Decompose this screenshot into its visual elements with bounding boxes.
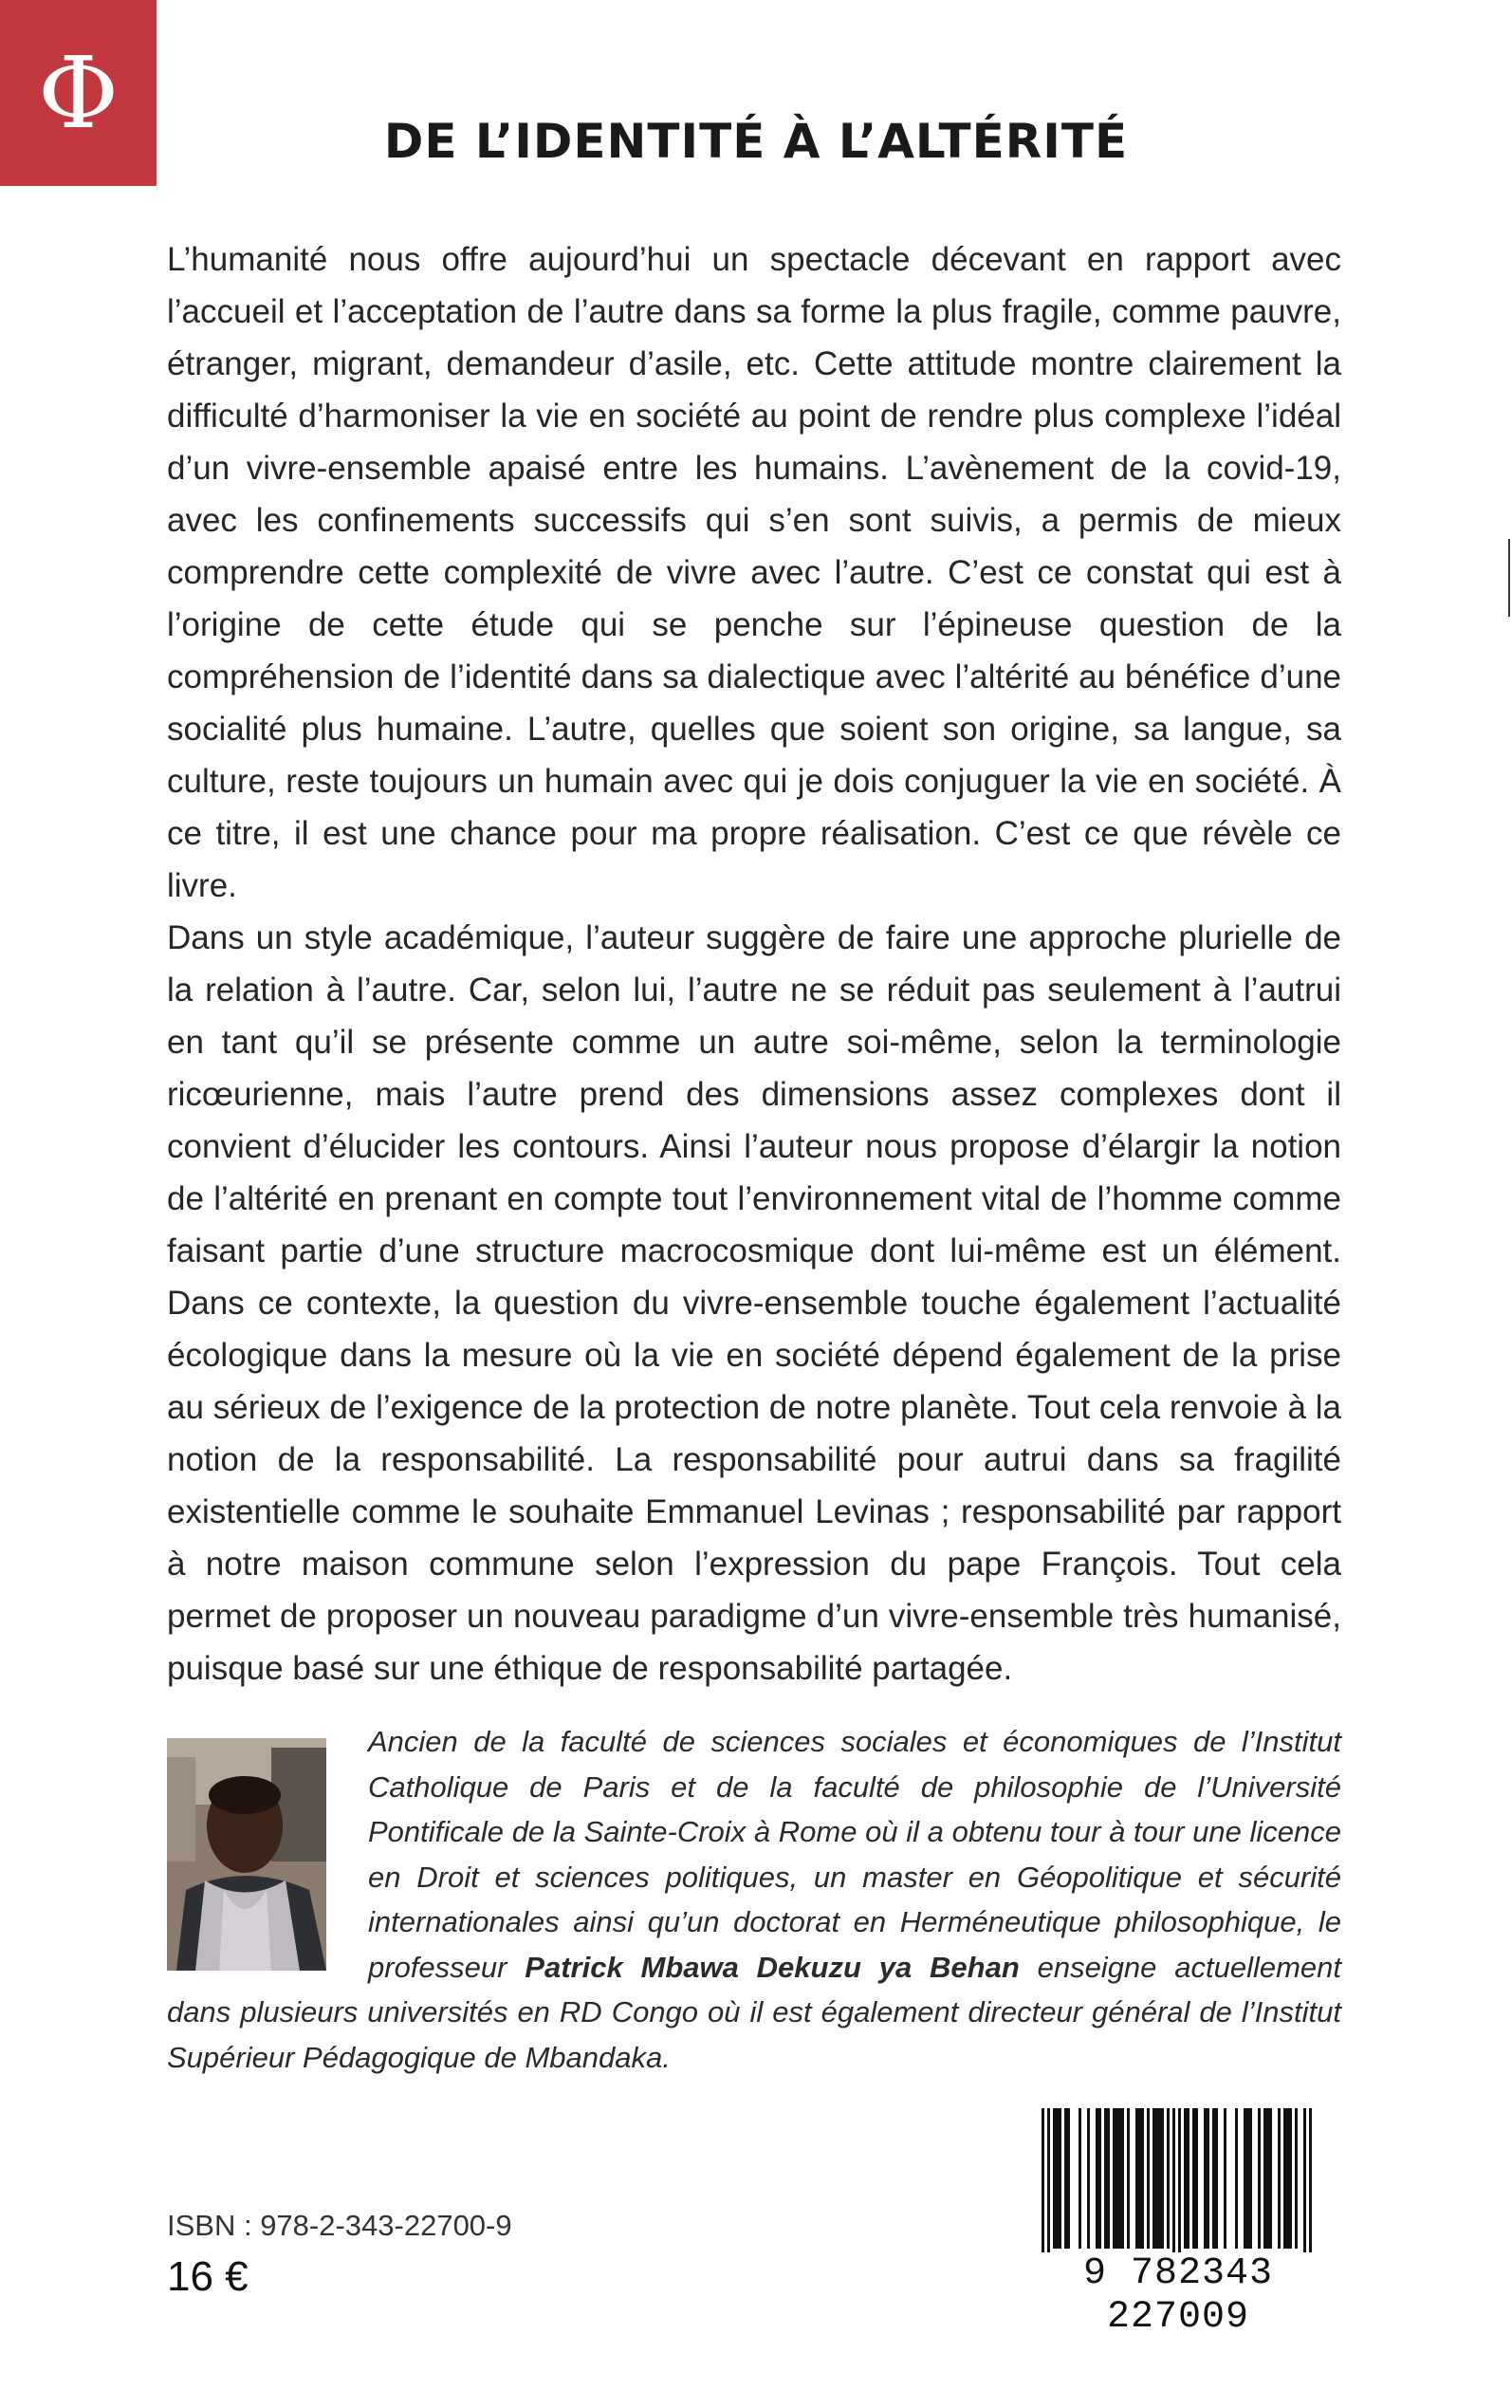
barcode-bar xyxy=(1178,2108,1181,2260)
barcode-bar xyxy=(1087,2108,1090,2249)
isbn-label: ISBN : 978-2-343-22700-9 xyxy=(167,2209,512,2242)
barcode-bar xyxy=(1244,2108,1246,2249)
barcode-bar xyxy=(1053,2108,1056,2249)
edge-mark xyxy=(1508,539,1510,617)
barcode-bar xyxy=(1278,2108,1281,2249)
barcode-bar xyxy=(1195,2108,1198,2249)
blurb-paragraph: Dans un style académique, l’auteur suggère de faire une approche plurielle de la relation à l’autre. Car, selon lui, l’autre ne se réduit pas seulement à l’autrui en tant qu’il se présente comme un autre soi-même, selon la terminologie ricœurienne, mais l’autre prend des dimensions assez complexes dont il convient d’élucider les contours. Ainsi l’auteur nous propose d’élargir la notion de l’altérité en prenant en compte tout l’environnement vital de l’homme comme faisant partie d’une structure macrocosmique dont lui-même est un élément. Dans ce contexte, la question du vivre-ensemble touche également l’actualité écologique dans la mesure où la vie en société dépend également de la prise au sérieux de l’exigence de la protection de notre planète. Tout cela renvoie à la notion de la responsabilité. La responsabilité pour autrui dans sa fragilité existentielle comme le souhaite Emmanuel Levinas ; responsabilité par rapport à notre maison commune selon l’expression du pape François. Tout cela permet de proposer un nouveau paradigme d’un vivre-ensemble très humanisé, puisque basé sur une éthique de responsabilité partagée. xyxy=(167,919,1341,1687)
author-photo xyxy=(167,1738,326,1971)
barcode-bar xyxy=(1047,2108,1050,2260)
barcode-bar xyxy=(1056,2108,1059,2249)
bio-text: enseigne actuellement dans plusieurs universités en RD Congo où il est également directeur général de l’Institut Supérieur Pédagogique de Mbandaka. xyxy=(167,1950,1341,2074)
barcode-bar xyxy=(1116,2108,1118,2249)
book-title: DE L’IDENTITÉ À L’ALTÉRITÉ xyxy=(383,114,1129,169)
barcode-bar xyxy=(1138,2108,1141,2249)
barcode-bar xyxy=(1059,2108,1061,2249)
phi-logo-icon: Φ xyxy=(37,35,120,151)
author-bio xyxy=(167,1719,1341,2080)
barcode-bar xyxy=(1187,2108,1189,2249)
barcode-bar xyxy=(1141,2108,1144,2249)
barcode-bar xyxy=(1295,2108,1298,2249)
barcode-bar xyxy=(1135,2108,1138,2249)
barcode xyxy=(1011,2108,1345,2339)
barcode-bar xyxy=(1266,2108,1269,2249)
barcode-bar xyxy=(1147,2108,1150,2249)
price-label: 16 € xyxy=(167,2253,249,2300)
bio-text: Ancien de la faculté de sciences sociales et économiques de l’Institut Catholique de Paris et de la faculté de philosophie de l’Université Pontificale de la Sainte-Croix à Rome où il a obtenu tour à tour une licence en Droit et sciences politiques, un master en Géopolitique et sécurité internationales ainsi qu’un doctorat en Herméneutique philosophique, le professeur xyxy=(368,1725,1341,1984)
barcode-bar xyxy=(1207,2108,1209,2249)
barcode-bar xyxy=(1309,2108,1312,2260)
barcode-bar xyxy=(1158,2108,1161,2249)
barcode-bar xyxy=(1286,2108,1289,2249)
barcode-bar xyxy=(1121,2108,1124,2249)
barcode-bar xyxy=(1215,2108,1218,2249)
barcode-bar xyxy=(1172,2108,1175,2260)
author-name: Patrick Mbawa Dekuzu ya Behan xyxy=(525,1950,1020,1984)
barcode-bar xyxy=(1127,2108,1130,2249)
barcode-bar xyxy=(1258,2108,1261,2249)
barcode-bar xyxy=(1289,2108,1292,2249)
barcode-bar xyxy=(1235,2108,1238,2249)
barcode-bar xyxy=(1246,2108,1249,2249)
barcode-bar xyxy=(1079,2108,1081,2249)
barcode-bar xyxy=(1283,2108,1286,2249)
barcode-bar xyxy=(1167,2108,1170,2249)
back-cover-blurb xyxy=(167,233,1341,1695)
barcode-bar xyxy=(1161,2108,1164,2249)
barcode-bar xyxy=(1113,2108,1116,2249)
barcode-bar xyxy=(1263,2108,1266,2249)
barcode-bar xyxy=(1098,2108,1101,2249)
barcode-bar xyxy=(1096,2108,1098,2249)
barcode-bar xyxy=(1118,2108,1121,2249)
barcode-bar xyxy=(1204,2108,1207,2249)
barcode-bar xyxy=(1107,2108,1110,2249)
barcode-bar xyxy=(1192,2108,1195,2249)
barcode-bar xyxy=(1249,2108,1252,2249)
barcode-bar xyxy=(1303,2108,1306,2260)
barcode-bar xyxy=(1155,2108,1158,2249)
barcode-bar xyxy=(1152,2108,1155,2249)
barcode-bar xyxy=(1184,2108,1187,2249)
barcode-bar xyxy=(1224,2108,1226,2249)
barcode-bar xyxy=(1269,2108,1272,2249)
barcode-bar xyxy=(1067,2108,1070,2249)
barcode-bar xyxy=(1212,2108,1215,2249)
barcode-bar xyxy=(1104,2108,1107,2249)
blurb-paragraph: L’humanité nous offre aujourd’hui un spectacle décevant en rapport avec l’accueil et l’acceptation de l’autre dans sa forme la plus fragile, comme pauvre, étranger, migrant, demandeur d’asile, etc. Cette attitude montre clairement la difficulté d’harmoniser la vie en société au point de rendre plus complexe l’idéal d’un vivre-ensemble apaisé entre les humains. L’avènement de la covid-19, avec les confinements successifs qui s’en sont suivis, a permis de mieux comprendre cette complexité de vivre avec l’autre. C’est ce constat qui est à l’origine de cette étude qui se penche sur l’épineuse question de la compréhension de l’identité dans sa dialectique avec l’altérité au bénéfice d’une socialité plus humaine. L’autre, quelles que soient son origine, sa langue, sa culture, reste toujours un humain avec qui je dois conjuguer la vie en société. À ce titre, il est une chance pour ma propre réalisation. C’est ce que révèle ce livre. xyxy=(167,241,1341,904)
barcode-digits: 9 782343 227009 xyxy=(1011,2252,1345,2340)
barcode-bars xyxy=(1011,2108,1345,2260)
barcode-bar xyxy=(1042,2108,1044,2260)
barcode-bar xyxy=(1064,2108,1067,2249)
